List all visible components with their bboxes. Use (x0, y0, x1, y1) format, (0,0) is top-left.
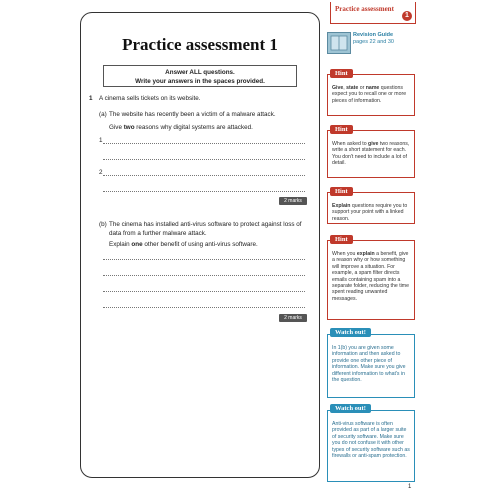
part-b-instruction (109, 241, 309, 250)
watch-out-body: Anti-virus software is often provided as part of a larger suite of security software. Make sure you do not confuse it with other types of security software such as firewalls or anti-spam protection. (332, 421, 410, 460)
hint-box (327, 126, 415, 178)
answer-number-2: 2 (99, 169, 103, 176)
hint-text: , (343, 85, 347, 91)
part-a-instruction (109, 124, 309, 133)
hint-bold: Give (332, 85, 344, 91)
hint-box (327, 236, 415, 320)
answer-line[interactable] (103, 143, 305, 144)
watch-out-label: Watch out! (330, 328, 371, 337)
answer-line[interactable] (103, 159, 305, 160)
hint-body (328, 75, 414, 107)
question-number: 1 (89, 95, 93, 102)
revision-guide-ref (327, 30, 415, 56)
hint-text: questions require you to support your point with a linked reason. (332, 203, 408, 222)
answer-line[interactable] (103, 175, 305, 176)
answer-line[interactable] (103, 259, 305, 260)
part-a-instruction-post: reasons why digital systems are attacked. (134, 124, 253, 131)
watch-out-box (327, 405, 415, 482)
hint-bold: name (365, 85, 380, 91)
part-b-instruction-bold: one (131, 241, 143, 248)
answer-line[interactable] (103, 307, 305, 308)
hint-text: questions expect you to recall one or more pieces of information. (332, 85, 407, 104)
hint-label: Hint (330, 235, 353, 244)
hint-box (327, 188, 415, 224)
answer-line[interactable] (103, 275, 305, 276)
part-a-text: The website has recently been a victim of a malware attack. (109, 111, 276, 118)
part-b-instruction-pre: Explain (109, 241, 132, 248)
hint-bold: explain (356, 251, 375, 257)
hint-body (328, 193, 414, 225)
part-a-instruction-pre: Give (109, 124, 124, 131)
revision-guide-pages: pages 22 and 30 (353, 39, 394, 45)
hint-bold: Explain (332, 203, 351, 209)
instructions-line-2: Write your answers in the spaces provided. (135, 78, 265, 85)
hint-text: When you (332, 251, 357, 257)
section-tab-number: 1 (402, 11, 412, 21)
page-title: Practice assessment 1 (122, 35, 278, 54)
part-b-text: The cinema has installed anti-virus software to protect against loss of data from a further malware attack. (109, 221, 302, 237)
hint-label: Hint (330, 125, 353, 134)
hint-text: or (358, 85, 366, 91)
answer-number-1: 1 (99, 137, 103, 144)
part-a-label: (a) (99, 111, 107, 118)
book-icon (327, 32, 351, 54)
hint-label: Hint (330, 69, 353, 78)
revision-guide-title: Revision Guide (353, 32, 394, 38)
watch-out-box (327, 329, 415, 398)
hint-text: When asked to (332, 141, 369, 147)
question-card (80, 12, 320, 478)
marks-badge-a: 2 marks (279, 197, 307, 205)
hint-text: a benefit, give a reason why or how something will improve a situation. For example, a spam filter directs emails containing spam into a separate folder, reducing the time spent reading unwanted messages. (332, 251, 409, 302)
instructions-line-1: Answer ALL questions. (165, 69, 235, 76)
hint-body (328, 131, 414, 170)
hint-box (327, 70, 415, 116)
watch-out-label: Watch out! (330, 404, 371, 413)
part-a-instruction-bold: two (123, 124, 135, 131)
question-text: A cinema sells tickets on its website. (99, 95, 201, 102)
hint-bold: state (346, 85, 359, 91)
section-tab-label: Practice assessment (335, 5, 394, 13)
marks-badge-b: 2 marks (279, 314, 307, 322)
answer-line[interactable] (103, 191, 305, 192)
section-tab (330, 2, 416, 24)
hint-body (328, 241, 414, 305)
part-b-label: (b) (99, 221, 107, 228)
instructions-box (103, 65, 297, 87)
part-b-instruction-post: other benefit of using anti-virus software. (142, 241, 258, 248)
watch-out-body: In 1(b) you are given some information and then asked to provide one other piece of information. Make sure you give different information to what's in the question. (332, 345, 406, 384)
answer-line[interactable] (103, 291, 305, 292)
hint-text: two reasons, write a short statement for each. You don't need to include a lot of detail. (332, 141, 410, 167)
hint-bold: give (368, 141, 379, 147)
hint-label: Hint (330, 187, 353, 196)
page-number: 1 (408, 484, 412, 490)
